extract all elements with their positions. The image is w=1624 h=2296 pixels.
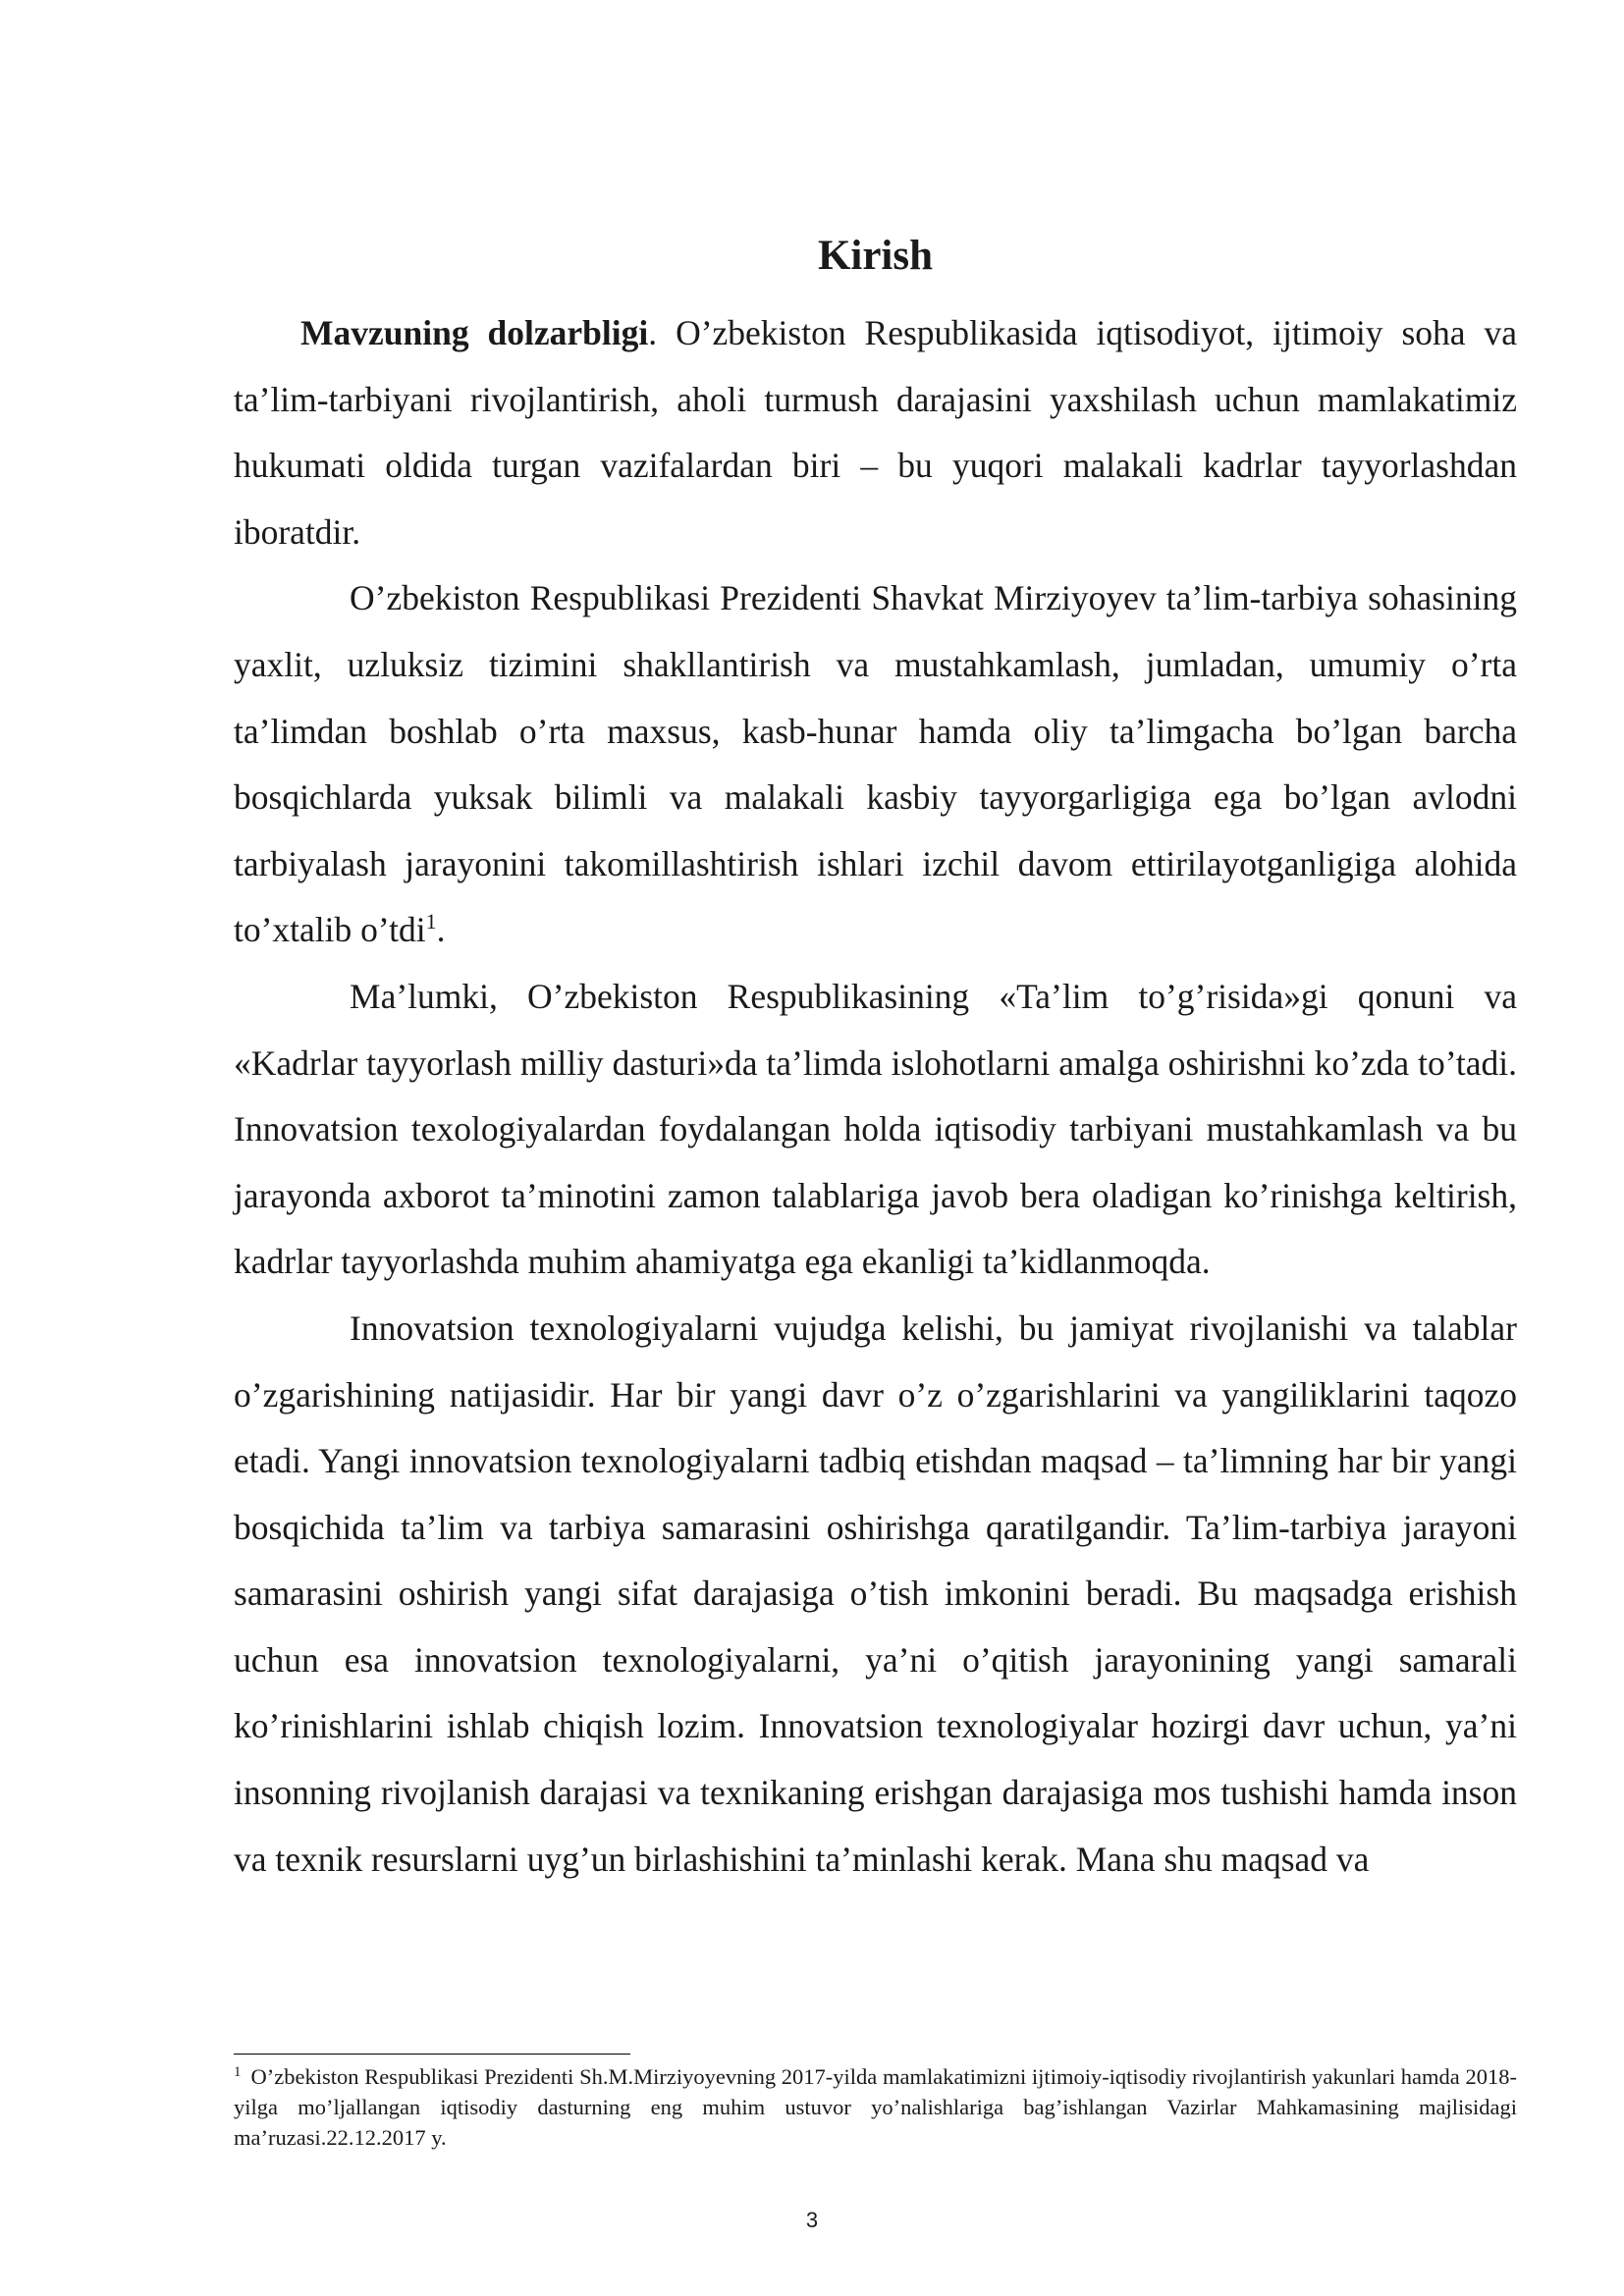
paragraph-relevance	[234, 300, 1517, 565]
paragraph-education-law	[234, 964, 1517, 1296]
footnote-marker: 1	[234, 2063, 242, 2080]
relevance-heading: Mavzuning dolzarbligi	[300, 313, 649, 352]
page-title: Kirish	[817, 233, 934, 279]
footnote-text: O’zbekiston Respublikasi Prezidenti Sh.M.Mirziyoyevning 2017-yilda mamlakatimizni ijtimoiy-iqtisodiy rivojlantirish yakunlari hamda 2018-yilga mo’ljallangan iqtisodiy dasturning eng muhim ustuvor yo’nalishlariga bag’ishlangan Vazirlar Mahkamasining majlisidagi ma’ruzasi.22.12.2017 y.	[234, 2064, 1517, 2150]
body-text	[234, 300, 1517, 1893]
paragraph-text: Innovatsion texnologiyalarni vujudga kelishi, bu jamiyat rivojlanishi va talablar o’zgarishining natijasidir. Har bir yangi davr o’z o’zgarishlarini va yangiliklarini taqozo etadi. Yangi innovatsion texnologiyalarni tadbiq etishdan maqsad – ta’limning har bir yangi bosqichida ta’lim va tarbiya samarasini oshirishga qaratilgandir. Ta’lim-tarbiya jarayoni samarasini oshirish yangi sifat darajasiga o’tish imkonini beradi. Bu maqsadga erishish uchun esa innovatsion texnologiyalarni, ya’ni o’qitish jarayonining yangi samarali ko’rinishlarini ishlab chiqish lozim. Innovatsion texnologiyalar hozirgi davr uchun, ya’ni insonning rivojlanish darajasi va texnikaning erishgan darajasiga mos tushishi hamda inson va texnik resurslarni uyg’un birlashishini ta’minlashi kerak. Mana shu maqsad va	[234, 1308, 1517, 1879]
footnote-separator	[234, 2054, 630, 2055]
footnote-reference[interactable]: 1	[425, 909, 437, 934]
paragraph-end-punctuation: .	[436, 910, 446, 950]
paragraph-text: Ma’lumki, O’zbekiston Respublikasining «Ta’lim to’g’risida»gi qonuni va «Kadrlar tayyorlash milliy dasturi»da ta’limda islohotlarni amalga oshirishni ko’zda to’tadi. Innovatsion texologiyalardan foydalangan holda iqtisodiy tarbiyani mustahkamlash va bu jarayonda axborot ta’minotini zamon talablariga javob bera oladigan ko’rinishga keltirish, kadrlar tayyorlashda muhim ahamiyatga ega ekanligi ta’kidlanmoqda.	[234, 976, 1517, 1282]
paragraph-text: . O’zbekiston Respublikasida iqtisodiyot, ijtimoiy soha va ta’lim-tarbiyani rivojlantirish, aholi turmush darajasini yaxshilash uchun mamlakatimiz hukumati oldida turgan vazifalardan biri – bu yuqori malakali kadrlar tayyorlashdan iboratdir.	[234, 313, 1517, 552]
paragraph-president	[234, 565, 1517, 964]
paragraph-innovation	[234, 1296, 1517, 1893]
footnote	[234, 2061, 1517, 2153]
paragraph-text: O’zbekiston Respublikasi Prezidenti Shavkat Mirziyoyev ta’lim-tarbiya sohasining yaxlit, uzluksiz tizimini shakllantirish va mustahkamlash, jumladan, umumiy o’rta ta’limdan boshlab o’rta maxsus, kasb-hunar hamda oliy ta’limgacha bo’lgan barcha bosqichlarda yuksak bilimli va malakali kasbiy tayyorgarligiga ega bo’lgan avlodni tarbiyalash jarayonini takomillashtirish ishlari izchil davom ettirilayotganligiga alohida to’xtalib o’tdi	[234, 578, 1517, 950]
page-number: 3	[805, 2208, 819, 2232]
